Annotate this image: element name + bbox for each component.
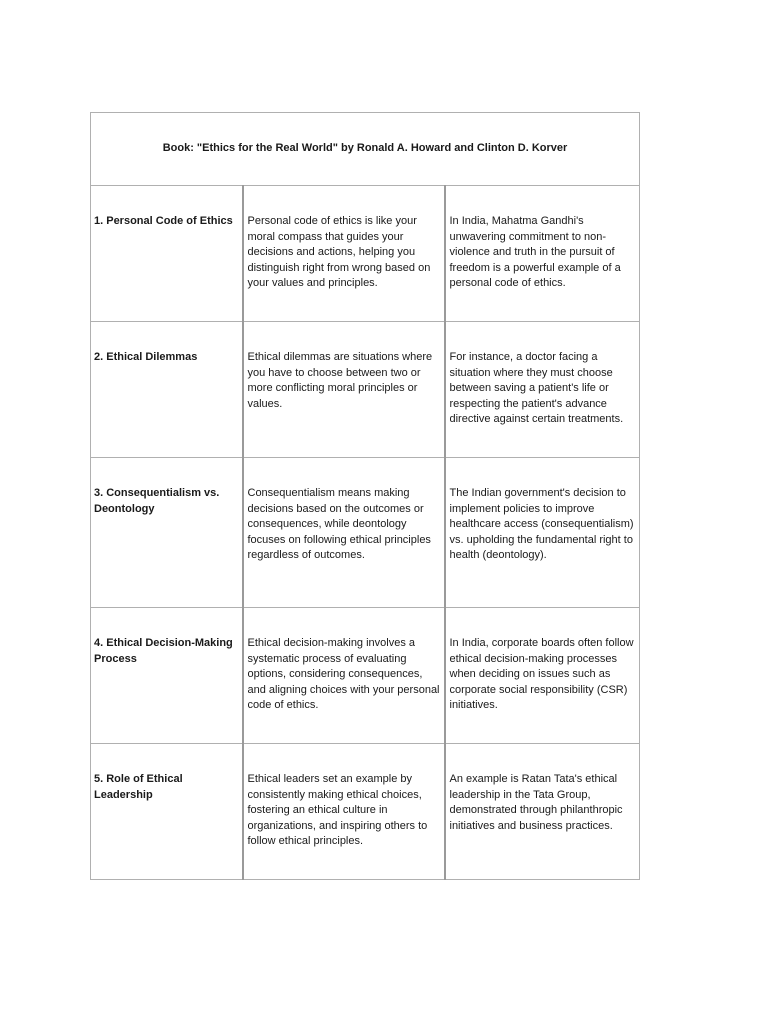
topic-cell: 2. Ethical Dilemmas	[91, 322, 243, 458]
ethics-summary-table	[90, 112, 640, 880]
title-row	[91, 113, 640, 186]
topic-cell: 3. Consequentialism vs. Deontology	[91, 458, 243, 608]
example-cell: The Indian government's decision to implement policies to improve healthcare access (consequentialism) vs. upholding the fundamental right to health (deontology).	[445, 458, 640, 608]
table-row	[91, 458, 640, 608]
topic-cell: 4. Ethical Decision-Making Process	[91, 608, 243, 744]
description-cell: Ethical decision-making involves a systematic process of evaluating options, considering consequences, and aligning choices with your personal code of ethics.	[243, 608, 445, 744]
table-row	[91, 322, 640, 458]
description-cell: Ethical leaders set an example by consistently making ethical choices, fostering an ethical culture in organizations, and inspiring others to follow ethical principles.	[243, 744, 445, 880]
description-cell: Ethical dilemmas are situations where you have to choose between two or more conflicting moral principles or values.	[243, 322, 445, 458]
description-cell: Consequentialism means making decisions based on the outcomes or consequences, while deontology focuses on following ethical principles regardless of outcomes.	[243, 458, 445, 608]
example-cell: In India, Mahatma Gandhi's unwavering commitment to non-violence and truth in the pursuit of freedom is a powerful example of a personal code of ethics.	[445, 186, 640, 322]
topic-cell: 1. Personal Code of Ethics	[91, 186, 243, 322]
example-cell: An example is Ratan Tata's ethical leadership in the Tata Group, demonstrated through philanthropic initiatives and business practices.	[445, 744, 640, 880]
table-row	[91, 608, 640, 744]
topic-cell: 5. Role of Ethical Leadership	[91, 744, 243, 880]
book-title: Book: "Ethics for the Real World" by Ronald A. Howard and Clinton D. Korver	[91, 113, 640, 186]
example-cell: For instance, a doctor facing a situation where they must choose between saving a patient's life or respecting the patient's advance directive against certain treatments.	[445, 322, 640, 458]
description-cell: Personal code of ethics is like your moral compass that guides your decisions and actions, helping you distinguish right from wrong based on your values and principles.	[243, 186, 445, 322]
example-cell: In India, corporate boards often follow ethical decision-making processes when deciding on issues such as corporate social responsibility (CSR) initiatives.	[445, 608, 640, 744]
table-row	[91, 186, 640, 322]
table-row	[91, 744, 640, 880]
